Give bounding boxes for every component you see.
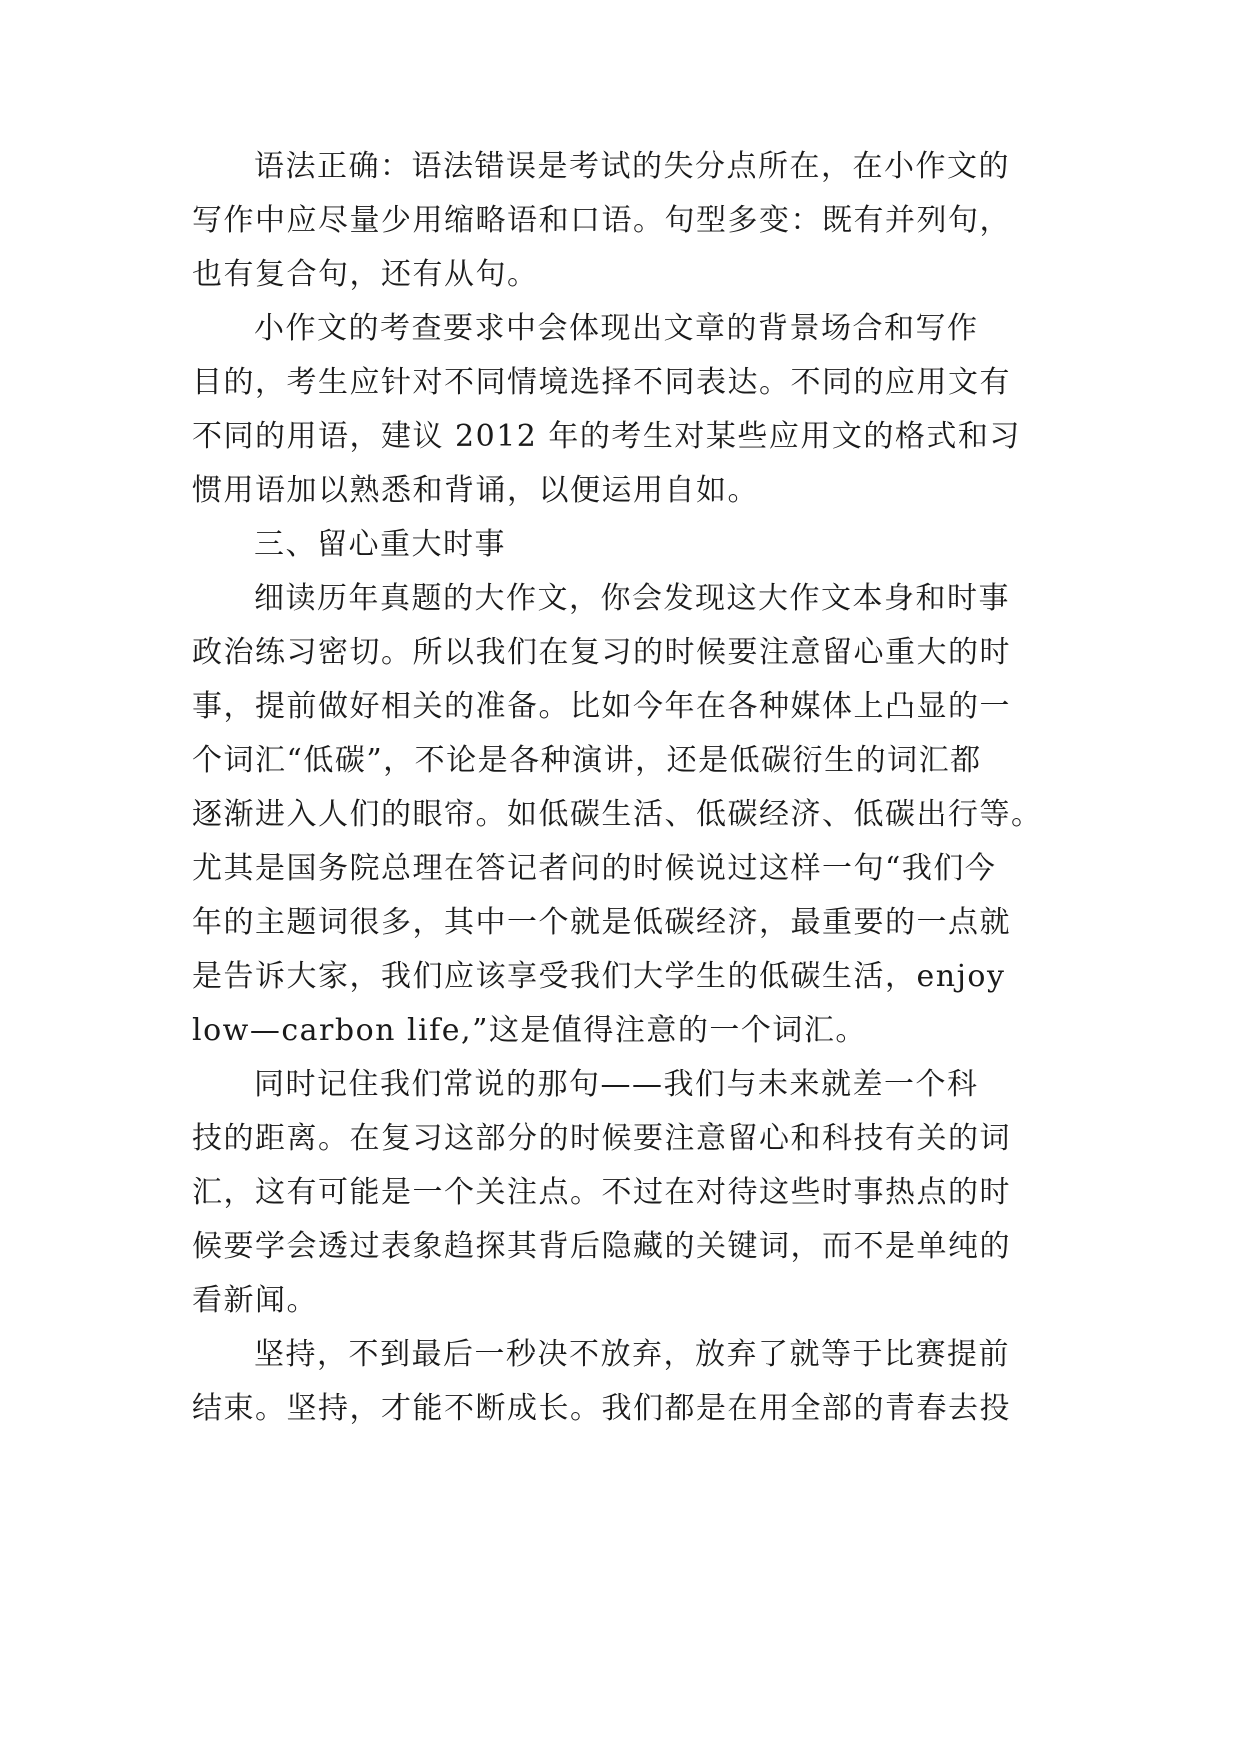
paragraph-line: 尤其是国务院总理在答记者问的时候说过这样一句“我们今 <box>192 851 997 886</box>
paragraph-line: 政治练习密切。所以我们在复习的时候要注意留心重大的时 <box>192 635 1011 670</box>
paragraph-line: 也有复合句，还有从句。 <box>192 257 539 292</box>
section-heading: 三、留心重大时事 <box>254 527 506 562</box>
paragraph-line: 汇，这有可能是一个关注点。不过在对待这些时事热点的时 <box>192 1175 1011 1210</box>
paragraph-line: 写作中应尽量少用缩略语和口语。句型多变：既有并列句， <box>192 203 1011 238</box>
paragraph-line: 看新闻。 <box>192 1283 318 1318</box>
paragraph-line: 同时记住我们常说的那句——我们与未来就差一个科 <box>254 1067 979 1102</box>
paragraph-line: 技的距离。在复习这部分的时候要注意留心和科技有关的词 <box>192 1121 1011 1156</box>
paragraph-line: 候要学会透过表象趋探其背后隐藏的关键词，而不是单纯的 <box>192 1229 1011 1264</box>
paragraph-line: 年的主题词很多，其中一个就是低碳经济，最重要的一点就 <box>192 905 1011 940</box>
paragraph-line: 结束。坚持，才能不断成长。我们都是在用全部的青春去投 <box>192 1391 1011 1426</box>
paragraph-line: 是告诉大家，我们应该享受我们大学生的低碳生活，enjoy <box>192 959 1006 994</box>
paragraph-line: 事，提前做好相关的准备。比如今年在各种媒体上凸显的一 <box>192 689 1011 724</box>
paragraph-line: low—carbon life,”这是值得注意的一个词汇。 <box>192 1013 867 1048</box>
paragraph-line: 个词汇“低碳”，不论是各种演讲，还是低碳衍生的词汇都 <box>192 743 982 778</box>
paragraph-line: 目的，考生应针对不同情境选择不同表达。不同的应用文有 <box>192 365 1011 400</box>
paragraph-line: 语法正确：语法错误是考试的失分点所在，在小作文的 <box>254 149 1010 184</box>
paragraph-line: 不同的用语，建议 2012 年的考生对某些应用文的格式和习 <box>192 419 1021 454</box>
paragraph-line: 小作文的考查要求中会体现出文章的背景场合和写作 <box>254 311 979 346</box>
paragraph-line: 惯用语加以熟悉和背诵，以便运用自如。 <box>192 473 759 508</box>
paragraph-line: 坚持，不到最后一秒决不放弃，放弃了就等于比赛提前 <box>254 1337 1010 1372</box>
paragraph-line: 逐渐进入人们的眼帘。如低碳生活、低碳经济、低碳出行等。 <box>192 797 1043 832</box>
paragraph-line: 细读历年真题的大作文，你会发现这大作文本身和时事 <box>254 581 1010 616</box>
